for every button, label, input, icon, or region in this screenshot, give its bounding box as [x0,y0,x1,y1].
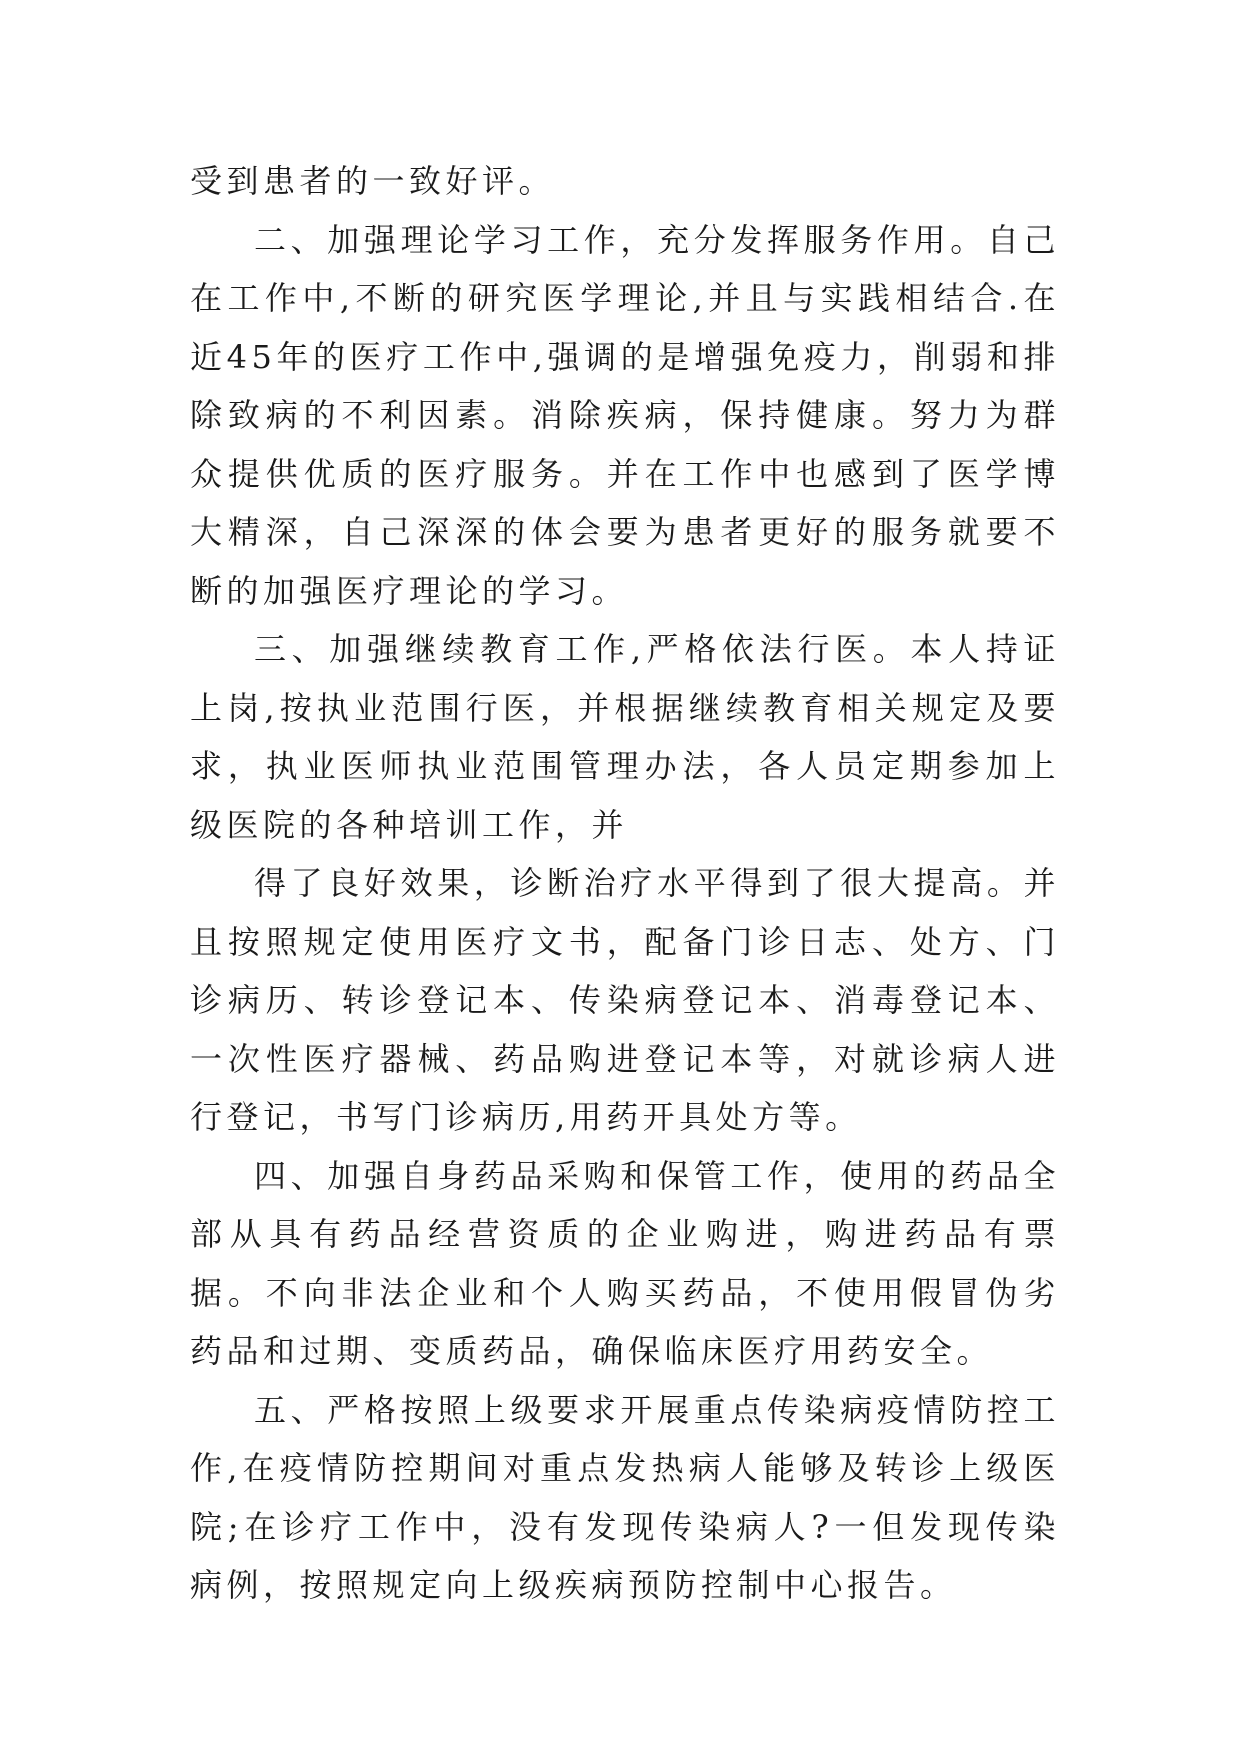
document-body [190,152,1060,1615]
paragraph-continuation: 受到患者的一致好评。 [190,162,556,200]
paragraph-theory-study: 二、加强理论学习工作，充分发挥服务作用。自己在工作中,不断的研究医学理论,并且与实践相结合.在近45年的医疗工作中,强调的是增强免疫力，削弱和排除致病的不利因素。消除疾病，保持健康。努力为群众提供优质的医疗服务。并在工作中也感到了医学博大精深，自己深深的体会要为患者更好的服务就要不断的加强医疗理论的学习。 [190,220,1060,610]
paragraph-drug-procurement: 四、加强自身药品采购和保管工作，使用的药品全部从具有药品经营资质的企业购进，购进药品有票据。不向非法企业和个人购买药品，不使用假冒伪劣药品和过期、变质药品，确保临床医疗用药安全。 [190,1156,1060,1370]
paragraph-epidemic-control: 五、严格按照上级要求开展重点传染病疫情防控工作,在疫情防控期间对重点发热病人能够及转诊上级医院;在诊疗工作中，没有发现传染病人?一但发现传染病例，按照规定向上级疾病预防控制中心报告。 [190,1390,1060,1604]
paragraph-medical-records: 得了良好效果，诊断治疗水平得到了很大提高。并且按照规定使用医疗文书，配备门诊日志、处方、门诊病历、转诊登记本、传染病登记本、消毒登记本、一次性医疗器械、药品购进登记本等，对就诊病人进行登记，书写门诊病历,用药开具处方等。 [190,864,1060,1136]
paragraph-continuing-education: 三、加强继续教育工作,严格依法行医。本人持证上岗,按执业范围行医，并根据继续教育相关规定及要求，执业医师执业范围管理办法，各人员定期参加上级医院的各种培训工作，并 [190,630,1060,844]
